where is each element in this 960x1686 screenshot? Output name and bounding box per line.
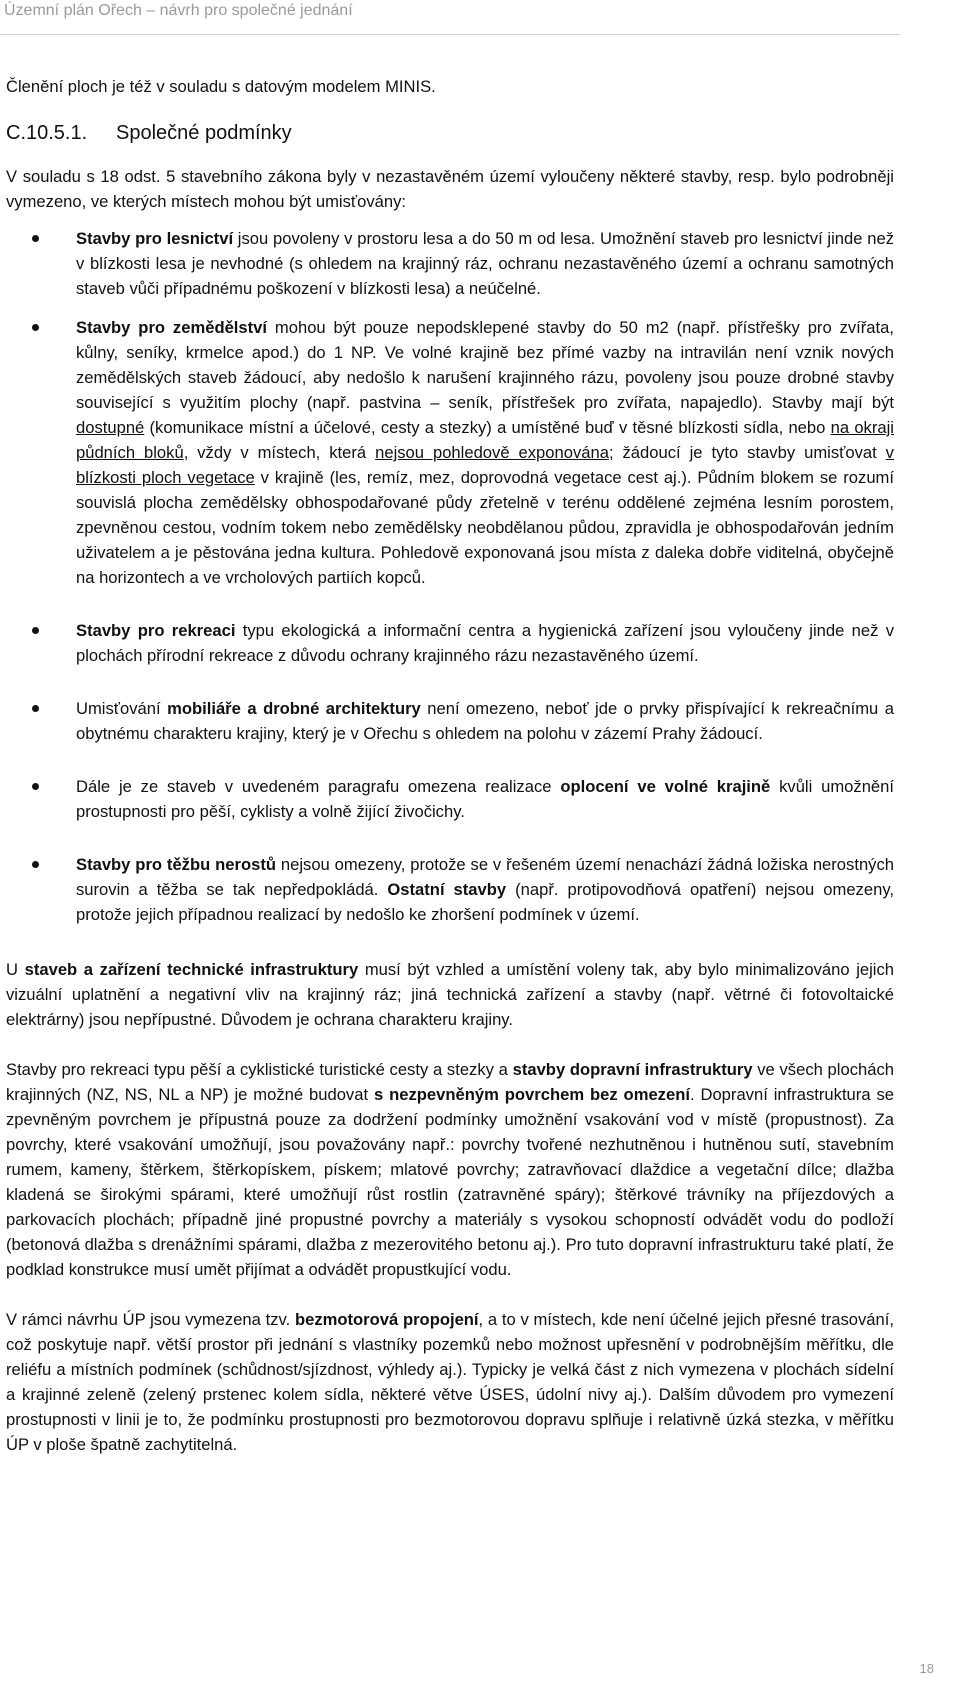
- text-run: nejsou omezeny, protože se v řešeném území nenachází žádná ložiska nerostných surovin a těžba se tak nepředpokládá.: [76, 855, 894, 899]
- text-run: U: [6, 960, 25, 979]
- text-run: , a to v místech, kde není účelné jejich přesné trasování, což poskytuje např. větší prostor při jednání s vlastníky pozemků nebo možnost upřesnění v podrobnějším měřítku, dle reliéfu a místních podmínek (schůdnost/sjízdnost, výhledy aj.). Typicky je velká část z nich vymezena v plochách sídelní a krajinné zeleně (zelený prstenec kolem sídla, některé větve ÚSES, údolní nivy aj.). Dalším důvodem pro vymezení prostupnosti v linii je to, že podmínku prostupnosti pro bezmotorovou dopravu splňuje i relativně úzká stezka, v měřítku ÚP v ploše špatně zachytitelná.: [6, 1310, 894, 1454]
- text-run: není omezeno, neboť jde o prvky přispívající k rekreačnímu a obytnému charakteru krajiny, který je v Ořechu s ohledem na polohu v zázemí Prahy žádoucí.: [76, 699, 895, 743]
- bold-term: stavby dopravní infrastruktury: [512, 1060, 753, 1079]
- bold-term: Stavby pro lesnictví: [76, 229, 234, 248]
- list-item: [6, 315, 894, 590]
- page-number: 18: [919, 1661, 934, 1676]
- list-item: [6, 618, 894, 668]
- text-run: , vždy v místech, která: [183, 443, 376, 462]
- section-number: C.10.5.1.: [6, 122, 88, 144]
- bold-term: bezmotorová propojení: [294, 1310, 479, 1329]
- underlined-text: v blízkosti ploch vegetace: [76, 443, 894, 487]
- bold-term: Stavby pro těžbu nerostů: [76, 855, 276, 874]
- paragraph-transport-infrastructure: [6, 1057, 894, 1282]
- text-run: ; žádoucí je tyto stavby umisťovat: [608, 443, 886, 462]
- text-run: mohou být pouze nepodsklepené stavby do 50 m2 (např. přístřešky pro zvířata, kůlny, seníky, krmelce apod.) do 1 NP. Ve volné krajině bez přímé vazby na intravilán není vznik nových zemědělských staveb žádoucí, aby nedošlo k narušení krajinného rázu, povoleny jsou pouze drobné stavby související s využitím plochy (např. pastvina – seník, přístřešek pro zvířata, napajedlo). Stavby mají být: [76, 318, 894, 412]
- lead-paragraph: V souladu s 18 odst. 5 stavebního zákona byly v nezastavěném území vyloučeny některé stavby, resp. bylo podrobněji vymezeno, ve kterých místech mohou být umisťovány:: [6, 167, 894, 211]
- bold-term: mobiliáře a drobné architektury: [167, 699, 421, 718]
- text-run: musí být vzhled a umístění voleny tak, aby bylo minimalizováno jejich vizuální uplatnění a negativní vliv na krajinný ráz; jiná technická zařízení a stavby (např. větrné či fotovoltaické elektrárny) jsou nepřípustné. Důvodem je ochrana charakteru krajiny.: [6, 960, 895, 1029]
- document-body: [6, 74, 894, 1457]
- underlined-text: dostupné: [76, 418, 145, 437]
- bold-term: Ostatní stavby: [387, 880, 507, 899]
- section-heading: [6, 121, 894, 146]
- bold-term: oplocení ve volné krajině: [560, 777, 771, 796]
- text-run: (komunikace místní a účelové, cesty a stezky) a umístěné buď v těsné blízkosti sídla, nebo: [144, 418, 831, 437]
- document-header: Územní plán Ořech – návrh pro společné jednání: [4, 2, 353, 19]
- list-item: [6, 226, 894, 301]
- conditions-list: [6, 226, 894, 927]
- list-item: [6, 852, 894, 927]
- text-run: kvůli umožnění prostupnosti pro pěší, cyklisty a volně žijící živočichy.: [76, 777, 894, 821]
- text-run: . Dopravní infrastruktura se zpevněným povrchem je přípustná pouze za dodržení podmínky umožnění vsakování vod v místě (propustnost). Za povrchy, které vsakování umožňují, jsou považovány např.: povrchy tvořené nezhutněnou i hutněnou sutí, stavebním rumem, kameny, štěrkem, štěrkopískem, pískem; mlatové povrchy; zatravňovací dlaždice a vegetační dílce; dlažba kladená se širokými spárami, které umožňují růst rostlin (zatravněné spáry); štěrkové trávníky na příjezdových a parkovacích plochách; případně jiné propustné povrchy a materiály s vysokou schopností odvádět vodu do podloží (betonová dlažba s drenážními spárami, dlažba z mezerovitého betonu aj.). Pro tuto dopravní infrastrukturu také platí, že podklad konstrukce musí umět přijímat a odvádět propustkující vodu.: [6, 1085, 894, 1279]
- paragraph-non-motorised-links: [6, 1307, 894, 1457]
- list-item: [6, 696, 894, 746]
- bold-term: staveb a zařízení technické infrastruktury: [24, 960, 359, 979]
- text-run: ve všech plochách krajinných (NZ, NS, NL a NP) je možné budovat: [6, 1060, 894, 1104]
- text-run: typu ekologická a informační centra a hygienická zařízení jsou vyloučeny jinde než v plochách přírodní rekreace z důvodu ochrany krajinného rázu nezastavěného území.: [76, 621, 894, 665]
- bold-term: Stavby pro rekreaci: [76, 621, 236, 640]
- underlined-text: na okraji půdních bloků: [76, 418, 894, 462]
- text-run: Umisťování: [76, 699, 168, 718]
- text-run: v krajině (les, remíz, mez, doprovodná vegetace cest aj.). Půdním blokem se rozumí souvislá plocha zemědělsky obhospodařované půdy zřetelně v terénu oddělené zejména lesním porostem, zpevněnou cestou, vodním tokem nebo zemědělsky neobdělanou půdou, zpravidla je obhospodařován jedním uživatelem a je pěstována jedna kultura. Pohledově exponovaná jsou místa z daleka dobře viditelná, obyčejně na horizontech a ve vrcholových partiích kopců.: [76, 468, 894, 587]
- text-run: jsou povoleny v prostoru lesa a do 50 m od lesa. Umožnění staveb pro lesnictví jinde než v blízkosti lesa je nevhodné (s ohledem na krajinný ráz, ochranu nezastavěného území a ochranu samotných staveb vůči případnému poškození v blízkosti lesa) a neúčelné.: [76, 229, 894, 298]
- header-divider: [0, 34, 900, 35]
- text-run: Stavby pro rekreaci typu pěší a cyklistické turistické cesty a stezky a: [6, 1060, 513, 1079]
- text-run: (např. protipovodňová opatření) nejsou omezeny, protože jejich případnou realizací by nedošlo ke zhoršení podmínek v území.: [76, 880, 894, 924]
- list-item: [6, 774, 894, 824]
- section-title: Společné podmínky: [116, 122, 292, 144]
- text-run: Dále je ze staveb v uvedeném paragrafu omezena realizace: [76, 777, 561, 796]
- bold-term: Stavby pro zemědělství: [76, 318, 268, 337]
- text-run: V rámci návrhu ÚP jsou vymezena tzv.: [6, 1310, 295, 1329]
- paragraph-technical-infrastructure: [6, 957, 894, 1032]
- underlined-text: nejsou pohledově exponována: [375, 443, 609, 462]
- bold-term: s nezpevněným povrchem bez omezení: [373, 1085, 690, 1104]
- intro-paragraph: Členění ploch je též v souladu s datovým modelem MINIS.: [6, 77, 436, 96]
